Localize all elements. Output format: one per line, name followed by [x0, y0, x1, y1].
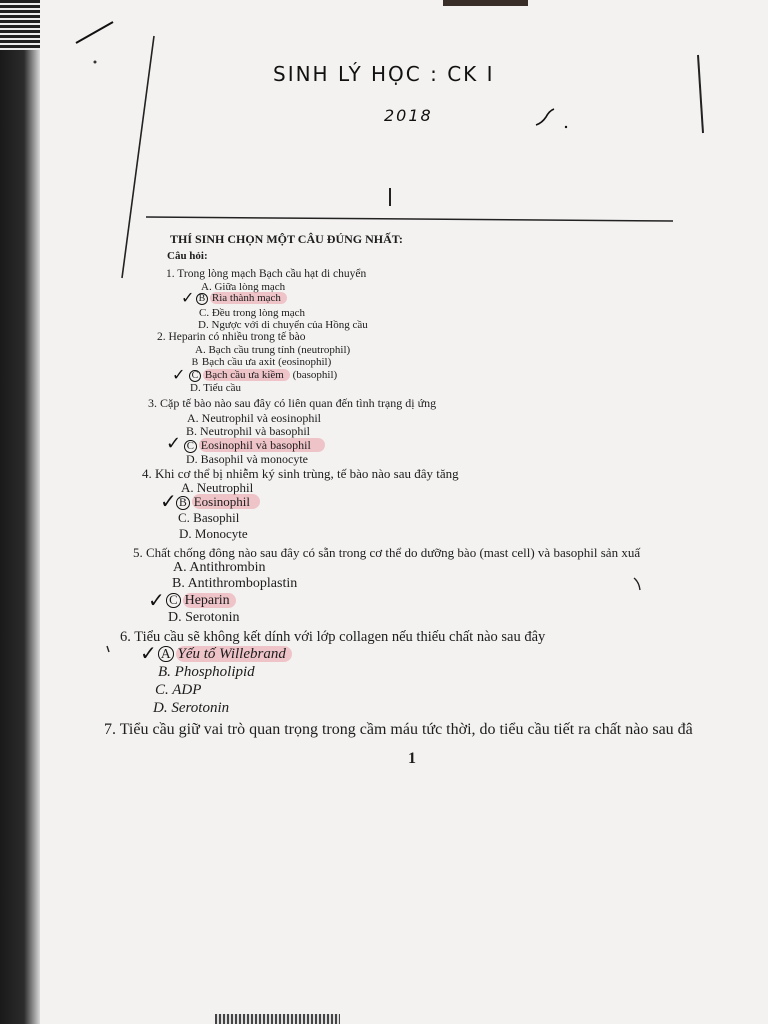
circled-letter: C	[166, 593, 181, 608]
q4-option-b	[176, 494, 260, 510]
q5-option-d: D. Serotonin	[168, 610, 240, 625]
highlighted-answer: Heparin	[183, 593, 236, 608]
q1-option-c: C. Đều trong lòng mạch	[199, 307, 306, 319]
circled-letter: B	[176, 496, 190, 510]
q2-option-b: B Bạch cầu ưa axit (eosinophil)	[191, 356, 332, 368]
check-mark: ✓	[172, 365, 186, 384]
circled-letter: C	[189, 370, 201, 382]
highlighted-answer: Bạch cầu ưa kiềm	[203, 369, 290, 381]
check-mark: ✓	[181, 288, 195, 307]
q4-option-d: D. Monocyte	[179, 526, 248, 541]
highlighted-answer: Rìa thành mạch	[210, 292, 287, 304]
q1-option-d: D. Ngược với di chuyển của Hồng cầu	[198, 319, 368, 331]
question-5: 5. Chất chống đông nào sau đây có sẵn trong cơ thể do dưỡng bào (mast cell) và basophil sản xuấ	[133, 545, 641, 560]
highlighted-answer: Yếu tố Willebrand	[176, 646, 292, 662]
circled-letter: A	[158, 646, 174, 662]
question-4: 4. Khi cơ thể bị nhiễm ký sinh trùng, tế bào nào sau đây tăng	[142, 466, 459, 481]
page-number: 1	[408, 750, 416, 767]
highlighted-answer: Eosinophil và basophil	[199, 438, 325, 452]
instructions: THÍ SINH CHỌN MỘT CÂU ĐÚNG NHẤT:	[170, 232, 403, 246]
check-mark: ✓	[160, 489, 177, 513]
q2-option-a: A. Bạch cầu trung tính (neutrophil)	[195, 344, 351, 356]
section-label: Câu hỏi:	[167, 250, 208, 262]
circled-letter: C	[184, 440, 197, 453]
question-3: 3. Cặp tế bào nào sau đây có liên quan đến tình trạng dị ứng	[148, 396, 437, 410]
question-2: 2. Heparin có nhiều trong tế bào	[157, 331, 306, 343]
circled-letter: B	[196, 293, 208, 305]
check-mark: ✓	[140, 641, 157, 665]
q3-option-b: B. Neutrophil và basophil	[186, 424, 310, 438]
check-mark: ✓	[148, 588, 165, 612]
q2-option-c: C Bạch cầu ưa kiềm (basophil)	[189, 369, 337, 382]
q3-option-a: A. Neutrophil và eosinophil	[187, 411, 321, 425]
q6-option-d: D. Serotonin	[153, 700, 230, 716]
question-7: 7. Tiểu cầu giữ vai trò quan trọng trong cầm máu tức thời, do tiểu cầu tiết ra chất nào sau đâ	[104, 721, 693, 738]
question-6: 6. Tiểu cầu sẽ không kết dính với lớp collagen nếu thiếu chất nào sau đây	[120, 629, 546, 645]
q6-option-c: C. ADP	[155, 682, 202, 698]
q6-option-a	[158, 646, 292, 663]
q5-option-b: B. Antithromboplastin	[172, 576, 298, 591]
question-1: 1. Trong lòng mạch Bạch cầu hạt di chuyển	[166, 268, 367, 280]
q5-option-c	[166, 593, 236, 609]
q3-option-c	[184, 438, 325, 453]
q1-option-a: A. Giữa lòng mạch	[201, 281, 286, 293]
q4-option-c: C. Basophil	[178, 510, 240, 525]
check-mark: ✓	[166, 433, 182, 454]
q3-option-d: D. Basophil và monocyte	[186, 452, 308, 466]
q4-option-a: A. Neutrophil	[181, 480, 254, 495]
q2-option-d: D. Tiểu cầu	[190, 382, 242, 394]
q5-option-a: A. Antithrombin	[173, 560, 266, 575]
exam-title: SINH LÝ HỌC : CK I	[273, 62, 495, 86]
highlighted-answer: Eosinophil	[192, 494, 260, 509]
q6-option-b: B. Phospholipid	[158, 664, 255, 680]
q1-option-b	[196, 292, 287, 305]
exam-year: 2018	[384, 106, 433, 125]
